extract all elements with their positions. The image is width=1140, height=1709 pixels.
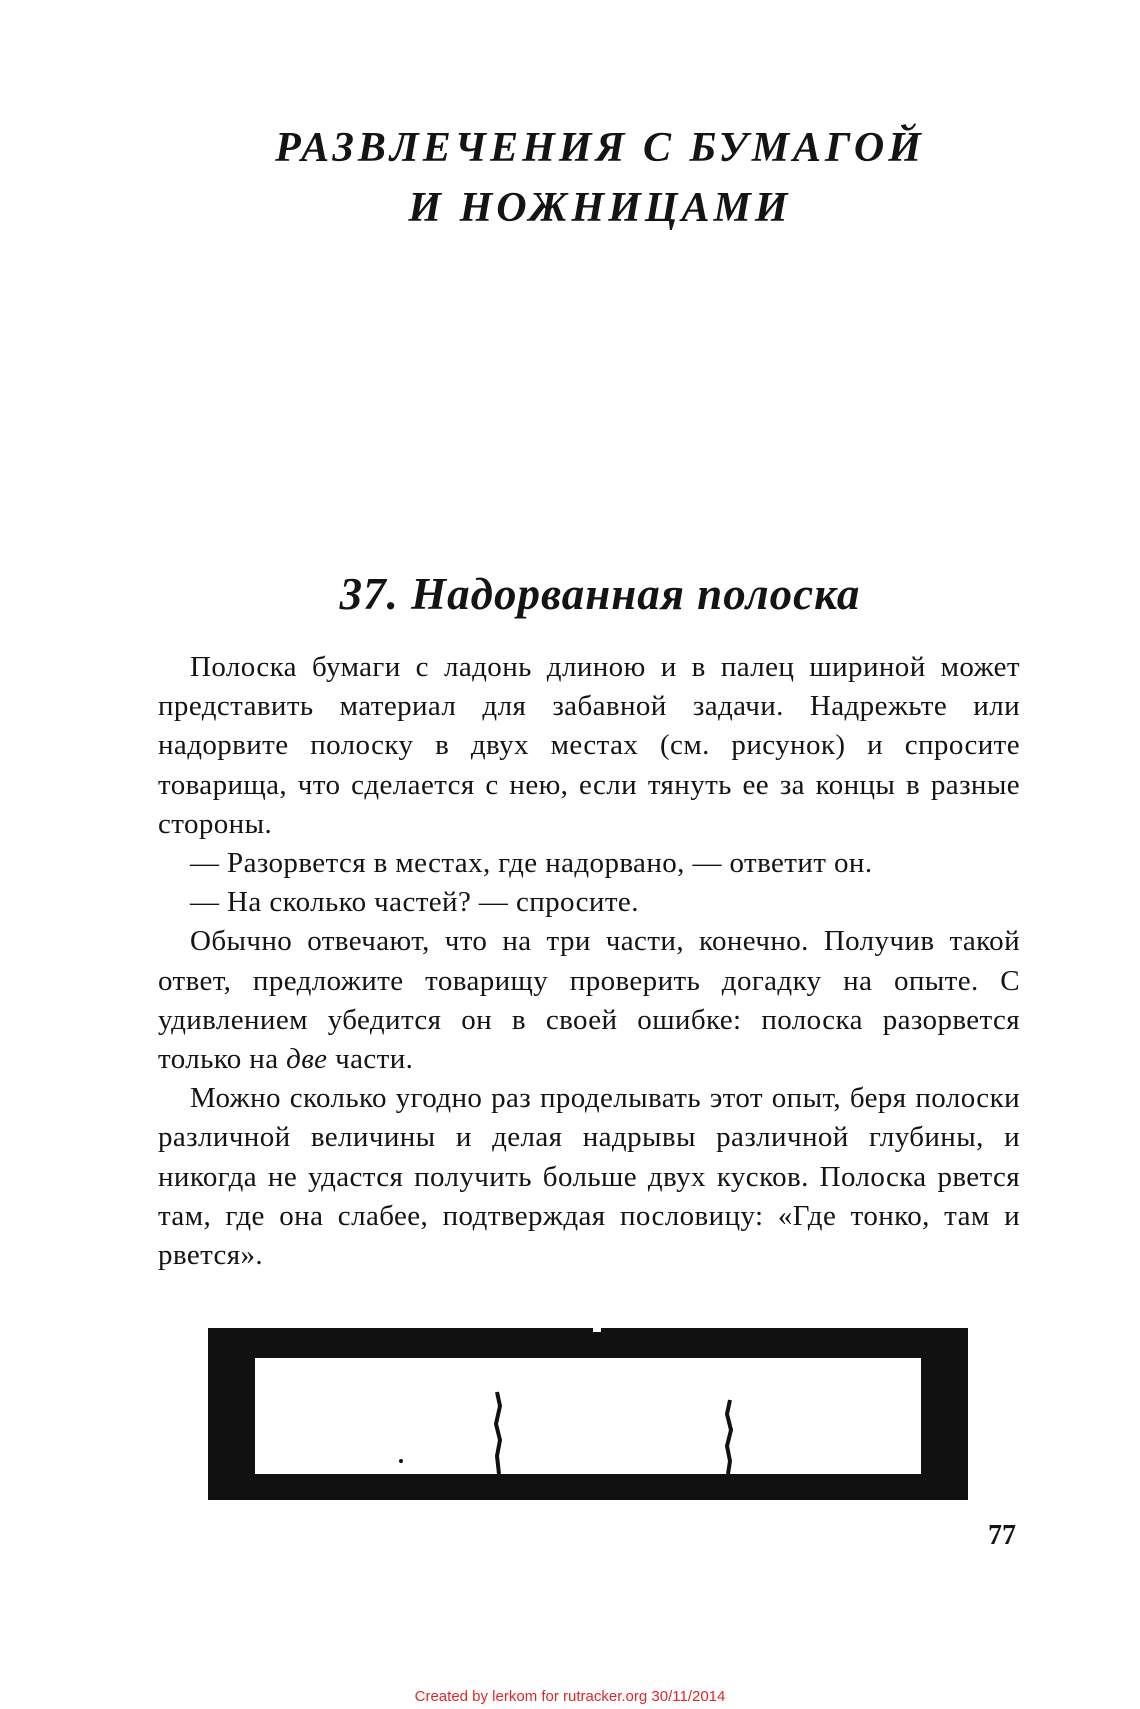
- torn-strip-drawing: [208, 1328, 968, 1500]
- paragraph-result-text: Обычно отвечают, что на три части, конечно. Получив такой ответ, предложите товарищу проверить догадку на опыте. С удивлением убедится он в своей ошибке: полоска разорвется только на: [158, 925, 1020, 1076]
- paragraph-conclusion: Можно сколько угодно раз проделывать этот опыт, беря полоски различной величины и делая надрывы различной глубины, и никогда не удастся получить больше двух кусков. Полоска рвется там, где она слабее, подтверждая пословицу: «Где тонко, там и рвется».: [158, 1082, 1020, 1272]
- paragraph-result-emphasis: две: [286, 1043, 328, 1076]
- chapter-title-line-2: И НОЖНИЦАМИ: [408, 185, 792, 231]
- page-number: 77: [988, 1520, 1016, 1551]
- paragraph-result-end: части.: [327, 1043, 414, 1076]
- paragraph-result: [158, 922, 1020, 1079]
- paragraph-answer: — Разорвется в местах, где надорвано, — ответит он.: [190, 847, 873, 880]
- paragraph-intro: Полоска бумаги с ладонь длиною и в палец шириной может представить материал для забавной задачи. Надрежьте или надорвите полоску в двух местах (см. рисунок) и спросите товарища, что сделается с нею, если тянуть ее за концы в разные стороны.: [158, 651, 1020, 840]
- chapter-title-line-1: РАЗВЛЕЧЕНИЯ С БУМАГОЙ: [275, 125, 925, 171]
- paragraph-question: — На сколько частей? — спросите.: [190, 886, 639, 919]
- torn-strip-illustration: [208, 1328, 968, 1500]
- strip-top-edge-notch: [593, 1328, 601, 1332]
- strip-paper: [255, 1358, 921, 1474]
- watermark-text: Created by lerkom for rutracker.org 30/11/2014: [414, 1688, 726, 1705]
- chapter-title: [190, 118, 1010, 238]
- section-title: 37. Надорванная полоска: [339, 569, 861, 619]
- ink-dot: [399, 1459, 403, 1463]
- body-text: [158, 648, 1020, 1275]
